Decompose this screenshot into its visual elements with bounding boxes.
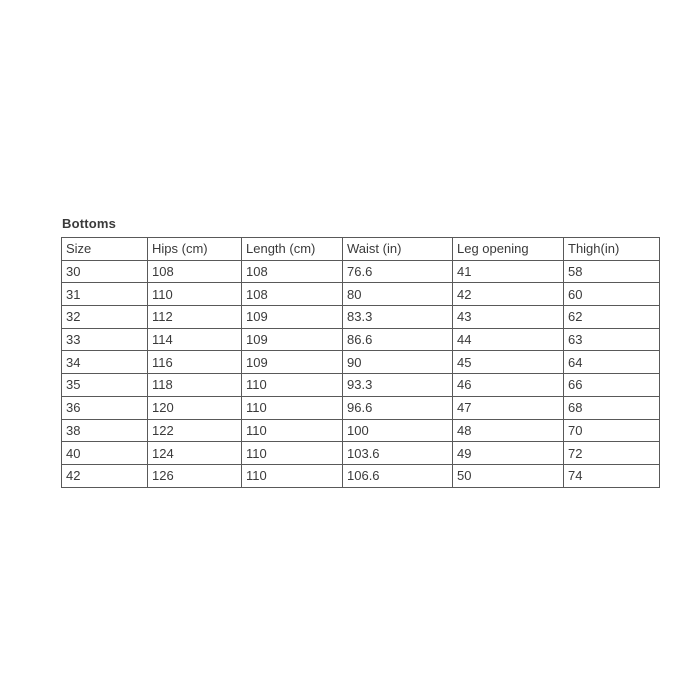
table-cell: 33 xyxy=(62,328,148,351)
table-title: Bottoms xyxy=(62,216,117,231)
table-cell: 110 xyxy=(148,283,242,306)
table-cell: 80 xyxy=(343,283,453,306)
table-body xyxy=(62,260,660,487)
table-cell: 47 xyxy=(453,396,564,419)
table-cell: 46 xyxy=(453,374,564,397)
table-cell: 43 xyxy=(453,306,564,329)
table-row xyxy=(62,306,660,329)
table-cell: 62 xyxy=(564,306,660,329)
table-row xyxy=(62,260,660,283)
table-cell: 109 xyxy=(242,351,343,374)
table-cell: 31 xyxy=(62,283,148,306)
table-cell: 110 xyxy=(242,396,343,419)
table-cell: 41 xyxy=(453,260,564,283)
table-cell: 60 xyxy=(564,283,660,306)
column-header: Size xyxy=(62,238,148,261)
table-cell: 83.3 xyxy=(343,306,453,329)
table-cell: 114 xyxy=(148,328,242,351)
column-header: Waist (in) xyxy=(343,238,453,261)
table-cell: 66 xyxy=(564,374,660,397)
column-header: Thigh(in) xyxy=(564,238,660,261)
table-cell: 76.6 xyxy=(343,260,453,283)
table-cell: 109 xyxy=(242,328,343,351)
table-cell: 103.6 xyxy=(343,442,453,465)
table-cell: 48 xyxy=(453,419,564,442)
table-cell: 126 xyxy=(148,464,242,487)
column-header: Leg opening xyxy=(453,238,564,261)
table-cell: 70 xyxy=(564,419,660,442)
table-cell: 44 xyxy=(453,328,564,351)
table-cell: 116 xyxy=(148,351,242,374)
table-cell: 38 xyxy=(62,419,148,442)
table-cell: 58 xyxy=(564,260,660,283)
table-row xyxy=(62,283,660,306)
table-cell: 110 xyxy=(242,374,343,397)
table-cell: 90 xyxy=(343,351,453,374)
table-cell: 93.3 xyxy=(343,374,453,397)
table-cell: 72 xyxy=(564,442,660,465)
table-row xyxy=(62,464,660,487)
table-row xyxy=(62,442,660,465)
table-cell: 109 xyxy=(242,306,343,329)
size-chart-table xyxy=(61,237,660,488)
table-cell: 120 xyxy=(148,396,242,419)
table-row xyxy=(62,419,660,442)
table-cell: 100 xyxy=(343,419,453,442)
table-cell: 42 xyxy=(453,283,564,306)
table-cell: 112 xyxy=(148,306,242,329)
table-cell: 49 xyxy=(453,442,564,465)
table-cell: 108 xyxy=(242,260,343,283)
table-cell: 40 xyxy=(62,442,148,465)
table-cell: 86.6 xyxy=(343,328,453,351)
table-cell: 34 xyxy=(62,351,148,374)
table-cell: 42 xyxy=(62,464,148,487)
header-row xyxy=(62,238,660,261)
table-cell: 122 xyxy=(148,419,242,442)
table-cell: 74 xyxy=(564,464,660,487)
table-cell: 124 xyxy=(148,442,242,465)
table-cell: 118 xyxy=(148,374,242,397)
table-cell: 110 xyxy=(242,419,343,442)
table-cell: 32 xyxy=(62,306,148,329)
table-cell: 30 xyxy=(62,260,148,283)
table-cell: 110 xyxy=(242,464,343,487)
table-cell: 45 xyxy=(453,351,564,374)
table-row xyxy=(62,374,660,397)
column-header: Length (cm) xyxy=(242,238,343,261)
table-row xyxy=(62,351,660,374)
table-cell: 63 xyxy=(564,328,660,351)
table-cell: 50 xyxy=(453,464,564,487)
table-cell: 110 xyxy=(242,442,343,465)
table-cell: 106.6 xyxy=(343,464,453,487)
table-cell: 36 xyxy=(62,396,148,419)
table-row xyxy=(62,396,660,419)
table-row xyxy=(62,328,660,351)
table-cell: 68 xyxy=(564,396,660,419)
column-header: Hips (cm) xyxy=(148,238,242,261)
table-cell: 108 xyxy=(148,260,242,283)
table-cell: 64 xyxy=(564,351,660,374)
table-cell: 96.6 xyxy=(343,396,453,419)
table-cell: 108 xyxy=(242,283,343,306)
table-cell: 35 xyxy=(62,374,148,397)
table-header xyxy=(62,238,660,261)
